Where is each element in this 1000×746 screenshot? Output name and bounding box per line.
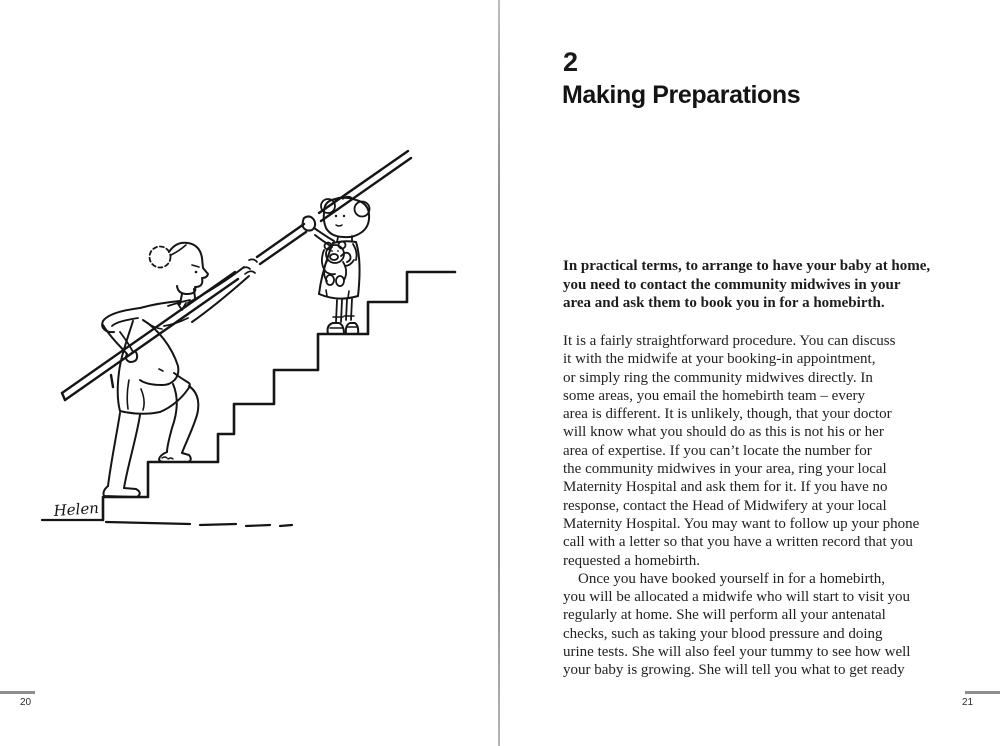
text-line: Once you have booked yourself in for a homebirth, (578, 570, 885, 587)
text-line: It is a fairly straightforward procedure. You can discuss (563, 333, 896, 349)
text-line: In practical terms, to arrange to have your baby at home, (563, 258, 931, 274)
text-line: response, contact the Head of Midwifery at your local (563, 497, 887, 514)
page-gutter-divider (498, 0, 500, 746)
text-line: regularly at home. She will perform all your antenatal (563, 607, 886, 624)
text-line: area of expertise. If you can’t locate the number for (563, 442, 872, 459)
paragraph-two (563, 570, 963, 680)
chapter-title: Making Preparations (562, 81, 801, 109)
page-number-left: 20 (20, 697, 32, 708)
artist-signature: Helen (53, 498, 100, 520)
text-line: the community midwives in your area, ring your local (563, 461, 887, 478)
staircase-steps (103, 272, 455, 520)
body-text (563, 332, 963, 680)
text-line: requested a homebirth. (563, 552, 701, 569)
text-line: it with the midwife at your booking-in appointment, (563, 351, 876, 368)
footer-rule-left (0, 691, 35, 694)
footer-rule-right (965, 691, 1000, 694)
girl-figure (303, 197, 370, 335)
text-line: will know what you should do as this is not his or her (563, 424, 884, 441)
staircase-illustration (40, 148, 460, 548)
text-line: urine tests. She will also feel your tummy to see how well (563, 644, 911, 661)
text-line: or simply ring the community midwives directly. In (563, 369, 873, 386)
text-line: your baby is growing. She will tell you what to get ready (563, 662, 905, 679)
ground-line (42, 520, 292, 526)
text-line: Maternity Hospital and ask them for it. If you have no (563, 479, 888, 496)
text-line: Maternity Hospital. You may want to follow up your phone (563, 515, 920, 532)
paragraph-one (563, 332, 963, 570)
teddy-bear (324, 242, 351, 287)
text-line: area and ask them to book you in for a homebirth. (563, 295, 885, 311)
mother-head (169, 243, 208, 294)
text-line: call with a letter so that you have a written record that you (563, 534, 913, 551)
text-line: you need to contact the community midwives in your (563, 276, 901, 293)
text-line: you will be allocated a midwife who will start to visit you (563, 589, 911, 606)
text-line: area is different. It is unlikely, though, that your doctor (563, 406, 892, 423)
text-line: some areas, you email the homebirth team – every (563, 387, 865, 404)
text-line: checks, such as taking your blood pressure and doing (563, 625, 883, 642)
page-number-right: 21 (962, 697, 974, 708)
chapter-number: 2 (563, 47, 579, 77)
lead-paragraph (563, 257, 963, 313)
mother-hair-bun (150, 247, 171, 268)
